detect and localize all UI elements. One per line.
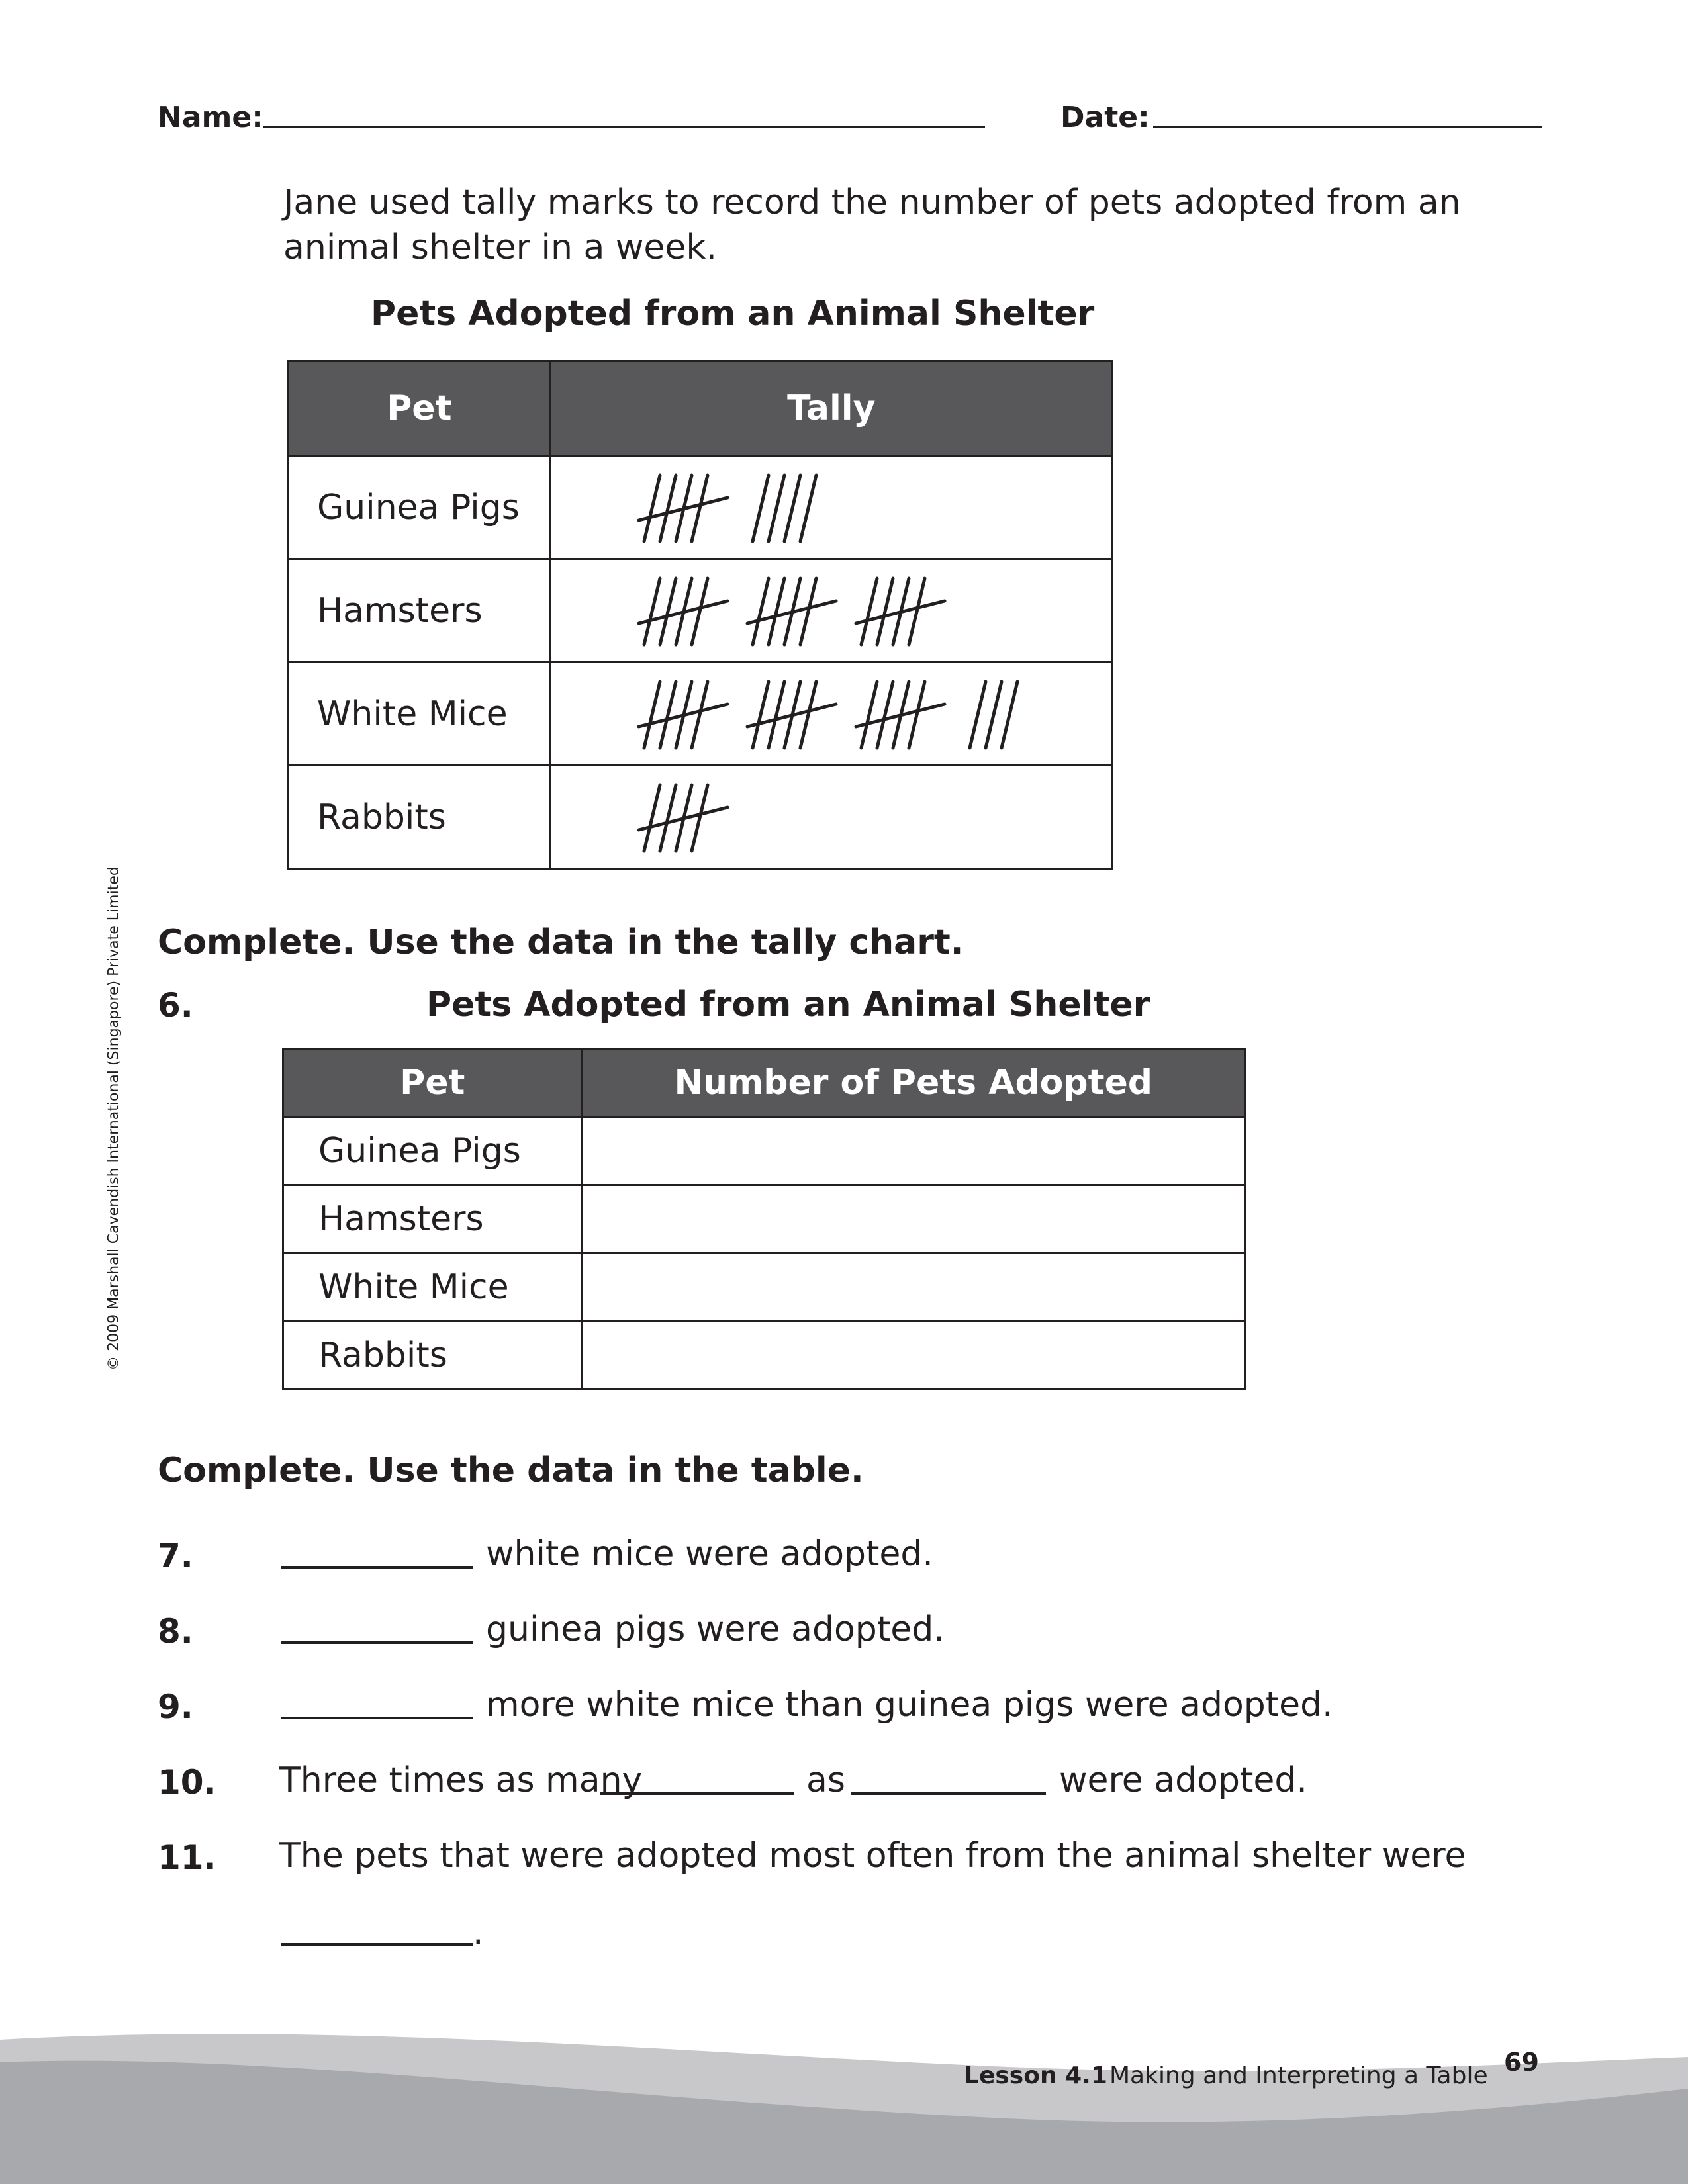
count-header-pet: Pet bbox=[283, 1049, 583, 1117]
table-row bbox=[283, 1117, 1245, 1185]
tally-mark bbox=[644, 578, 660, 645]
tally-mark bbox=[692, 475, 708, 541]
tally-mark bbox=[1002, 682, 1017, 748]
tally-mark bbox=[692, 785, 708, 851]
tally-mark bbox=[861, 682, 877, 748]
tally-mark bbox=[660, 578, 676, 645]
tally-mark bbox=[769, 578, 784, 645]
tally-marks bbox=[551, 457, 1115, 558]
tally-cell bbox=[550, 559, 1112, 662]
tally-mark bbox=[660, 475, 676, 541]
tally-chart-title: Pets Adopted from an Animal Shelter bbox=[371, 294, 1095, 334]
answer-blank-7[interactable] bbox=[281, 1566, 473, 1569]
pet-label: Hamsters bbox=[283, 1185, 583, 1253]
pet-label: Hamsters bbox=[289, 559, 551, 662]
question-text-10c: were adopted. bbox=[1059, 1760, 1307, 1800]
tally-mark bbox=[660, 682, 676, 748]
table-row bbox=[289, 456, 1113, 559]
tally-mark bbox=[692, 682, 708, 748]
tally-mark bbox=[753, 682, 769, 748]
tally-mark bbox=[644, 682, 660, 748]
answer-blank-10a[interactable] bbox=[600, 1792, 794, 1795]
question-text-11-end: . bbox=[473, 1913, 484, 1952]
footer-lesson: Lesson 4.1 bbox=[964, 2062, 1107, 2089]
pet-label: White Mice bbox=[283, 1253, 583, 1322]
tally-mark bbox=[800, 475, 816, 541]
tally-mark bbox=[753, 475, 769, 541]
question-number-10: 10. bbox=[158, 1763, 216, 1801]
tally-mark bbox=[909, 682, 925, 748]
tally-mark bbox=[692, 578, 708, 645]
tally-mark bbox=[769, 475, 784, 541]
tally-mark bbox=[861, 578, 877, 645]
footer-lesson-title: Making and Interpreting a Table bbox=[1109, 2062, 1488, 2089]
tally-mark bbox=[800, 682, 816, 748]
question-number-11: 11. bbox=[158, 1839, 216, 1877]
tally-mark bbox=[644, 785, 660, 851]
answer-blank-8[interactable] bbox=[281, 1641, 473, 1644]
name-line[interactable] bbox=[263, 126, 985, 128]
tally-chart bbox=[287, 360, 1113, 870]
tally-mark bbox=[769, 682, 784, 748]
table-row bbox=[283, 1322, 1245, 1390]
tally-mark bbox=[784, 475, 800, 541]
footer-wave bbox=[0, 2025, 1688, 2184]
section-heading-table: Complete. Use the data in the table. bbox=[158, 1451, 864, 1490]
question-text-7: white mice were adopted. bbox=[486, 1534, 933, 1574]
table-row bbox=[289, 662, 1113, 766]
question-text-10a: Three times as many bbox=[279, 1760, 643, 1800]
question-text-10b: as bbox=[806, 1760, 845, 1800]
tally-mark bbox=[644, 475, 660, 541]
count-table-title: Pets Adopted from an Animal Shelter bbox=[426, 985, 1150, 1024]
tally-mark bbox=[877, 682, 893, 748]
question-number-6: 6. bbox=[158, 986, 193, 1024]
tally-mark bbox=[660, 785, 676, 851]
tally-marks bbox=[551, 663, 1115, 764]
question-text-11: The pets that were adopted most often from the animal shelter were bbox=[279, 1836, 1466, 1876]
question-number-7: 7. bbox=[158, 1537, 193, 1575]
tally-mark bbox=[909, 578, 925, 645]
tally-mark bbox=[753, 578, 769, 645]
pet-label: Rabbits bbox=[283, 1322, 583, 1390]
tally-header-pet: Pet bbox=[289, 361, 551, 456]
tally-mark bbox=[986, 682, 1002, 748]
answer-blank-9[interactable] bbox=[281, 1717, 473, 1719]
question-text-9: more white mice than guinea pigs were adopted. bbox=[486, 1685, 1333, 1725]
tally-mark bbox=[800, 578, 816, 645]
tally-marks bbox=[551, 560, 1115, 661]
answer-blank-10b[interactable] bbox=[851, 1792, 1046, 1795]
tally-cell bbox=[550, 456, 1112, 559]
tally-mark bbox=[877, 578, 893, 645]
tally-header-tally: Tally bbox=[550, 361, 1112, 456]
answer-cell-hamsters[interactable] bbox=[582, 1185, 1245, 1253]
date-line[interactable] bbox=[1153, 126, 1542, 128]
answer-blank-11[interactable] bbox=[281, 1943, 473, 1946]
question-text-8: guinea pigs were adopted. bbox=[486, 1610, 945, 1649]
name-label: Name: bbox=[158, 101, 263, 134]
tally-cell bbox=[550, 766, 1112, 869]
tally-marks bbox=[551, 766, 1115, 868]
intro-text: Jane used tally marks to record the number of pets adopted from an animal shelter in a week. bbox=[283, 183, 1461, 267]
section-heading-tally: Complete. Use the data in the tally chart. bbox=[158, 923, 964, 962]
date-label: Date: bbox=[1060, 101, 1150, 134]
page-number: 69 bbox=[1504, 2048, 1539, 2077]
table-row bbox=[283, 1185, 1245, 1253]
pet-label: Rabbits bbox=[289, 766, 551, 869]
answer-cell-white-mice[interactable] bbox=[582, 1253, 1245, 1322]
pet-label: Guinea Pigs bbox=[283, 1117, 583, 1185]
pet-label: Guinea Pigs bbox=[289, 456, 551, 559]
tally-cell bbox=[550, 662, 1112, 766]
table-row bbox=[283, 1253, 1245, 1322]
answer-cell-rabbits[interactable] bbox=[582, 1322, 1245, 1390]
tally-mark bbox=[970, 682, 986, 748]
question-number-9: 9. bbox=[158, 1688, 193, 1726]
count-header-number: Number of Pets Adopted bbox=[582, 1049, 1245, 1117]
count-table bbox=[282, 1048, 1246, 1390]
copyright-notice: © 2009 Marshall Cavendish International (Singapore) Private Limited bbox=[105, 866, 122, 1371]
pet-label: White Mice bbox=[289, 662, 551, 766]
answer-cell-guinea-pigs[interactable] bbox=[582, 1117, 1245, 1185]
question-number-8: 8. bbox=[158, 1612, 193, 1651]
table-row bbox=[289, 559, 1113, 662]
table-row bbox=[289, 766, 1113, 869]
